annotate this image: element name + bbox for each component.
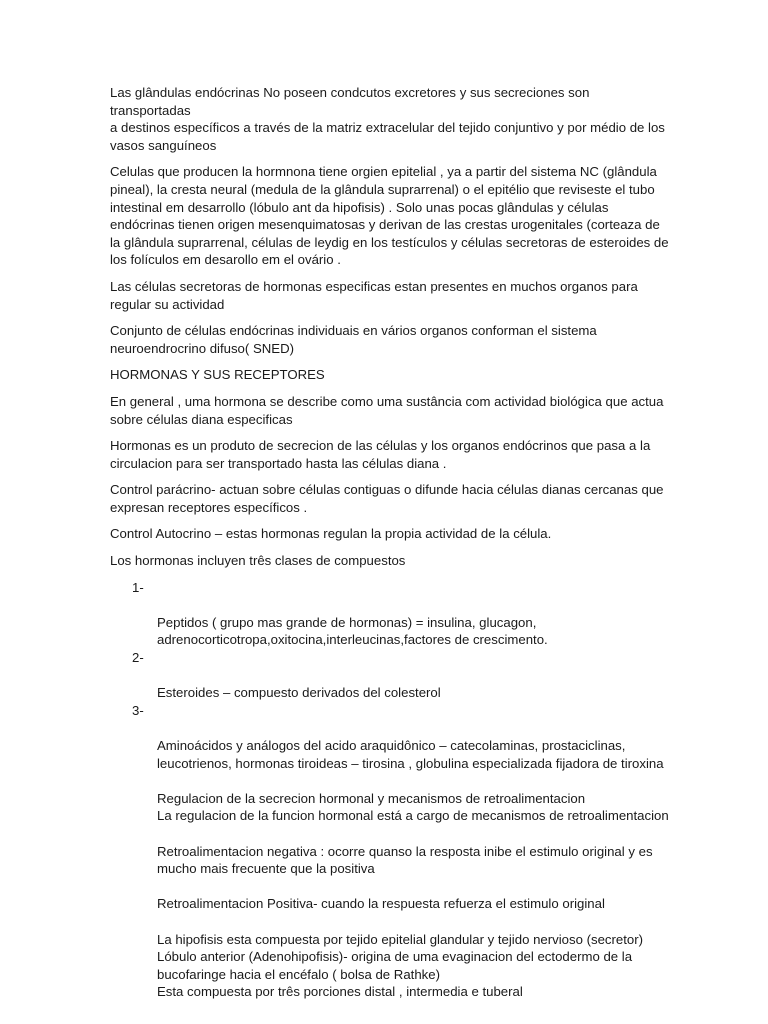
block-regulacion: Regulacion de la secrecion hormonal y mecanismos de retroalimentacion La regulacion de la funcion hormonal está a cargo de mecanismos de retroalimentacion (157, 790, 669, 824)
paragraph-producto-secrecion: Hormonas es un produto de secrecion de las células y los organos endócrinos que pasa a la circulacion para ser transportado hasta las células diana . (110, 438, 651, 471)
paragraph-definicion-hormona: En general , uma hormona se describe como uma sustância com actividad biológica que actua sobre células diana especificas (110, 393, 664, 427)
list-item-text: Peptidos ( grupo mas grande de hormonas) = insulina, glucagon, adrenocorticotropa,oxitocina,interleucinas,factores de crescimento. (157, 614, 548, 648)
list-item-text: Esteroides – compuesto derivados del colesterol (157, 685, 441, 701)
paragraph-glandulas: Las glândulas endócrinas No poseen condcutos excretores y sus secreciones son transportadas a destinos específicos a través de la matriz extracelular del tejido conjuntivo y por médio de los vasos sanguíneos (110, 85, 665, 153)
paragraph-sned: Conjunto de células endócrinas individuais en vários organos conforman el sistema neuroendrocrino difuso( SNED) (110, 323, 597, 356)
block-retroalimentacion-negativa: Retroalimentacion negativa : ocorre quanso la resposta inibe el estimulo original y es mucho mais frecuente que la positiva (157, 843, 653, 877)
paragraph-celulas-secretoras: Las células secretoras de hormonas especificas estan presentes en muchos organos para regular su actividad (110, 278, 638, 312)
list-item-text: Aminoácidos y análogos del acido araquidônico – catecolaminas, prostaciclinas, leucotrienos, hormonas tiroideas – tirosina , globulina especializada fijadora de tiroxina (157, 738, 664, 771)
section-heading-hormonas: HORMONAS Y SUS RECEPTORES (110, 367, 325, 383)
paragraph-control-paracrino: Control parácrino- actuan sobre células contiguas o difunde hacia células dianas cercanas que expresan receptores específicos . (110, 482, 664, 515)
list-item (110, 649, 670, 702)
list-number: 1- (132, 579, 144, 595)
list-item (110, 579, 670, 649)
document-page (110, 84, 670, 1001)
paragraph-control-autocrino: Control Autocrino – estas hormonas regulan la propia actividad de la célula. (110, 526, 552, 542)
list-number: 2- (132, 650, 144, 666)
block-retroalimentacion-positiva: Retroalimentacion Positiva- cuando la respuesta refuerza el estimulo original (157, 896, 605, 912)
paragraph-clases-compuestos: Los hormonas incluyen três clases de compuestos (110, 553, 406, 569)
block-hipofisis: La hipofisis esta compuesta por tejido epitelial glandular y tejido nervioso (secretor) Lóbulo anterior (Adenohipofisis)- origina de uma evaginacion del ectodermo de la bucofaringe hacia el encéfalo ( bolsa de Rathke) Esta compuesta por três porciones distal , intermedia e tuberal (157, 931, 643, 1000)
paragraph-origen-celulas: Celulas que producen la hormnona tiene orgien epitelial , ya a partir del sistema NC (glândula pineal), la cresta neural (medula de la glândula suprarrenal) o el epitélio que reviseste el tubo intestinal em desarrollo (lóbulo ant da hipofisis) . Solo unas pocas glândulas y células endócrinas tienen origen mesenquimatosas y derivan de las crestas urogenitales (corteaza de la glândula suprarrenal, células de leydig en los testículos y células secretoras de esteroides de los folículos em desarollo em el ovário . (110, 164, 669, 268)
list-number: 3- (132, 702, 144, 718)
compound-list (110, 579, 670, 773)
list-item (110, 702, 670, 772)
